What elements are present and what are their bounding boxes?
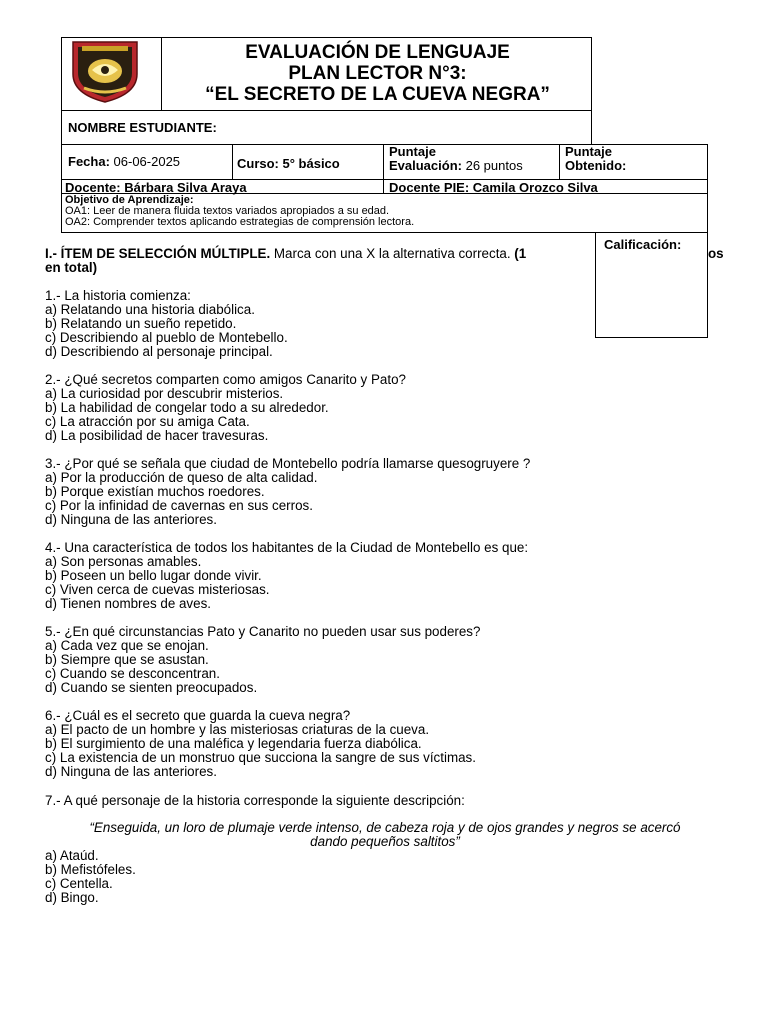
question-text: 1.- La historia comienza:: [45, 288, 191, 303]
option-d[interactable]: d) Bingo.: [45, 890, 99, 905]
option-d[interactable]: d) Describiendo al personaje principal.: [45, 344, 273, 359]
title-line-2: PLAN LECTOR N°3:: [288, 63, 467, 84]
question-text: 3.- ¿Por qué se señala que ciudad de Montebello podría llamarse quesogruyere ?: [45, 456, 531, 471]
section-heading-text: Marca con una X la alternativa correcta.: [270, 246, 515, 261]
option-d[interactable]: d) La posibilidad de hacer travesuras.: [45, 428, 269, 443]
option-c[interactable]: c) Cuando se desconcentran.: [45, 666, 220, 681]
option-b[interactable]: b) Siempre que se asustan.: [45, 652, 209, 667]
school-crest-icon: [70, 40, 140, 104]
option-a[interactable]: a) Son personas amables.: [45, 554, 202, 569]
question-text: 2.- ¿Qué secretos comparten como amigos Canarito y Pato?: [45, 372, 406, 387]
score-eval-field: [389, 158, 523, 173]
score-obtained-label: Puntaje: [565, 144, 612, 159]
option-b[interactable]: b) Porque existían muchos roedores.: [45, 484, 265, 499]
question-1: [45, 289, 288, 359]
objective-oa2: OA2: Comprender textos aplicando estrategias de comprensión lectora.: [65, 216, 415, 228]
question-7-quote-line-1: “Enseguida, un loro de plumaje verde intenso, de cabeza roja y de ojos grandes y negros se acercó: [89, 820, 681, 835]
option-b[interactable]: b) La habilidad de congelar todo a su alrededor.: [45, 400, 329, 415]
section-heading-line-2: en total): [45, 260, 98, 275]
section-heading-bold: I.- ÍTEM DE SELECCIÓN MÚLTIPLE.: [45, 246, 271, 261]
option-a[interactable]: a) Cada vez que se enojan.: [45, 638, 209, 653]
score-eval-value: 26 puntos: [465, 158, 523, 173]
option-c[interactable]: c) La atracción por su amiga Cata.: [45, 414, 250, 429]
option-b[interactable]: b) Relatando un sueño repetido.: [45, 316, 237, 331]
question-6: [45, 709, 476, 779]
option-a[interactable]: a) Relatando una historia diabólica.: [45, 302, 255, 317]
date-value: 06-06-2025: [113, 154, 181, 169]
question-7: [45, 794, 465, 808]
question-5: [45, 625, 480, 695]
score-eval-label: Puntaje: [389, 144, 436, 159]
section-heading-tail-2: os: [708, 246, 724, 261]
option-a[interactable]: a) Ataúd.: [45, 848, 99, 863]
question-7-quote-line-2: dando pequeños saltitos”: [310, 834, 460, 849]
option-d[interactable]: d) Cuando se sienten preocupados.: [45, 680, 258, 695]
date-label: Fecha:: [68, 154, 110, 169]
title-line-3: “EL SECRETO DE LA CUEVA NEGRA”: [205, 84, 550, 105]
option-c[interactable]: c) Viven cerca de cuevas misteriosas.: [45, 582, 270, 597]
score-eval-label-2: Evaluación:: [389, 158, 462, 173]
option-c[interactable]: c) Centella.: [45, 876, 113, 891]
score-obtained-label-2: Obtenido:: [565, 158, 627, 173]
option-d[interactable]: d) Ninguna de las anteriores.: [45, 512, 217, 527]
objective-oa1: OA1: Leer de manera fluida textos variados apropiados a su edad.: [65, 205, 390, 217]
student-name-label: NOMBRE ESTUDIANTE:: [68, 120, 217, 135]
option-b[interactable]: b) El surgimiento de una maléfica y legendaria fuerza diabólica.: [45, 736, 422, 751]
option-c[interactable]: c) La existencia de un monstruo que succiona la sangre de sus víctimas.: [45, 750, 476, 765]
question-7-options: [45, 849, 136, 905]
grade-label: Calificación:: [604, 237, 682, 252]
question-text: 7.- A qué personaje de la historia corresponde la siguiente descripción:: [45, 793, 465, 808]
option-b[interactable]: b) Poseen un bello lugar donde vivir.: [45, 568, 262, 583]
option-a[interactable]: a) El pacto de un hombre y las misteriosas criaturas de la cueva.: [45, 722, 430, 737]
option-c[interactable]: c) Por la infinidad de cavernas en sus cerros.: [45, 498, 313, 513]
title-line-1: EVALUACIÓN DE LENGUAJE: [245, 42, 510, 63]
course-label: Curso: 5° básico: [237, 156, 340, 171]
section-heading: [45, 247, 526, 261]
teacher-name: Docente: Bárbara Silva Araya: [65, 180, 247, 195]
date-field: [68, 154, 180, 169]
option-a[interactable]: a) Por la producción de queso de alta calidad.: [45, 470, 318, 485]
question-text: 4.- Una característica de todos los habitantes de la Ciudad de Montebello es que:: [45, 540, 529, 555]
question-2: [45, 373, 406, 443]
section-heading-tail: (1: [514, 246, 527, 261]
grade-box: [595, 232, 708, 338]
option-b[interactable]: b) Mefistófeles.: [45, 862, 136, 877]
question-3: [45, 457, 530, 527]
question-text: 5.- ¿En qué circunstancias Pato y Canarito no pueden usar sus poderes?: [45, 624, 481, 639]
question-text: 6.- ¿Cuál es el secreto que guarda la cueva negra?: [45, 708, 351, 723]
objective-title: Objetivo de Aprendizaje:: [65, 194, 194, 206]
question-4: [45, 541, 528, 611]
option-d[interactable]: d) Ninguna de las anteriores.: [45, 764, 217, 779]
option-a[interactable]: a) La curiosidad por descubrir misterios.: [45, 386, 284, 401]
option-d[interactable]: d) Tienen nombres de aves.: [45, 596, 211, 611]
option-c[interactable]: c) Describiendo al pueblo de Montebello.: [45, 330, 288, 345]
pie-teacher-name: Docente PIE: Camila Orozco Silva: [389, 180, 598, 195]
